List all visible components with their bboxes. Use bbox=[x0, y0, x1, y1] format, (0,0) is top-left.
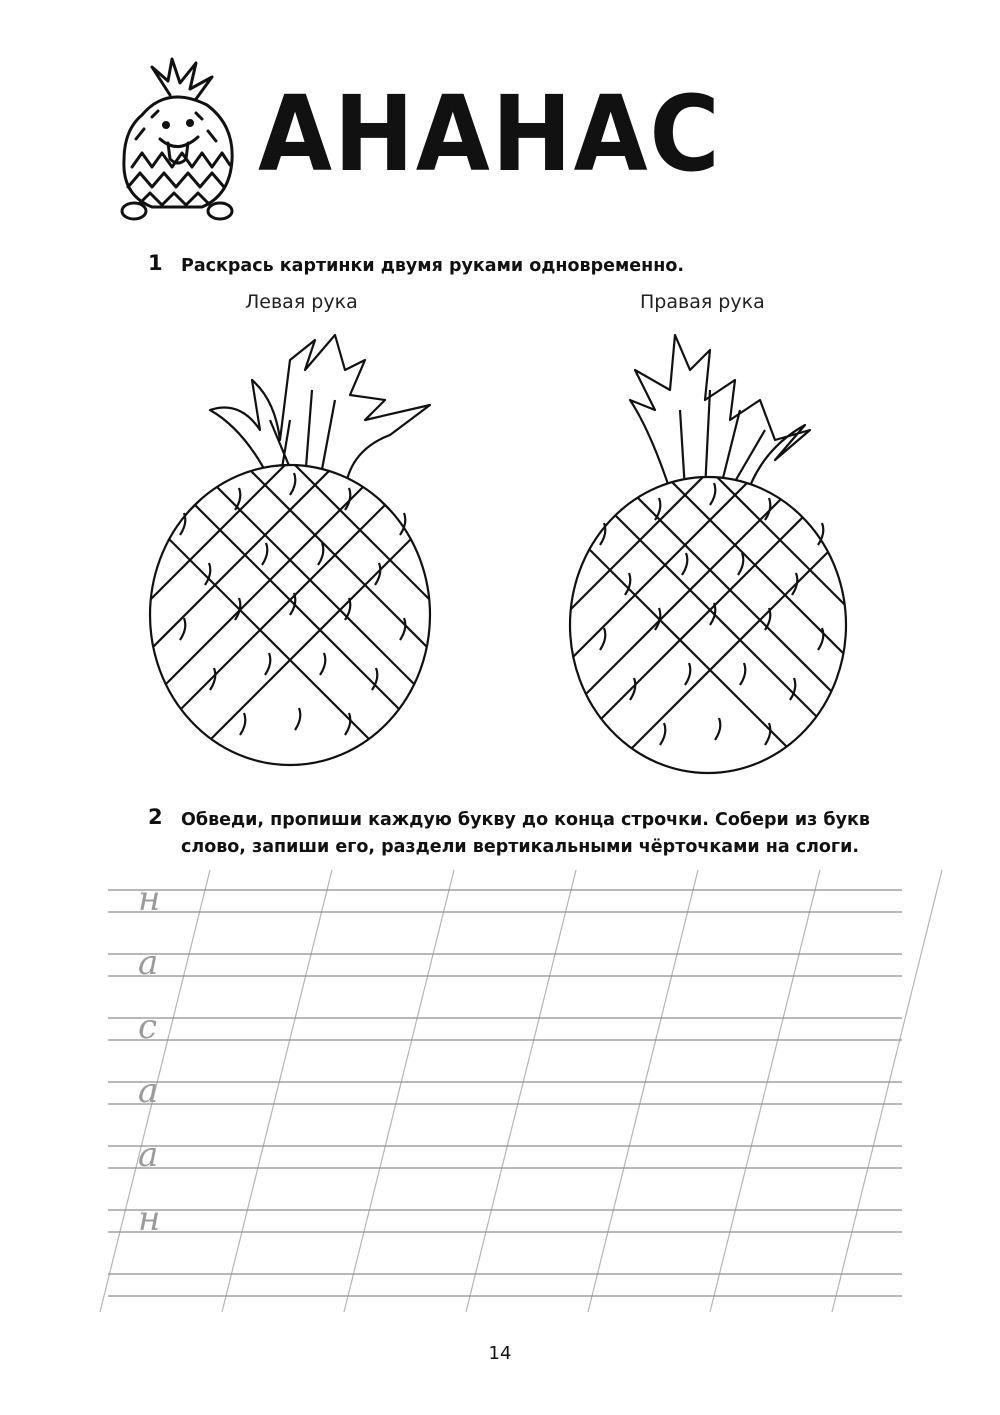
task-2-text bbox=[181, 807, 901, 861]
left-pineapple-coloring[interactable] bbox=[140, 330, 440, 770]
trace-letter[interactable]: а bbox=[138, 1135, 159, 1175]
trace-letter[interactable]: а bbox=[138, 943, 159, 983]
slant-guide-line bbox=[466, 870, 576, 1312]
task-2-line-2: слово, запиши его, раздели вертикальными чёрточками на слоги. bbox=[181, 837, 859, 857]
slant-guide-line bbox=[344, 870, 454, 1312]
slant-guide-line bbox=[588, 870, 698, 1312]
task-2-line-1: Обведи, пропиши каждую букву до конца строчки. Собери из букв bbox=[181, 810, 870, 830]
handwriting-practice-grid[interactable] bbox=[0, 860, 1000, 1320]
left-hand-label: Левая рука bbox=[245, 291, 358, 313]
slant-guide-line bbox=[222, 870, 332, 1312]
right-hand-label: Правая рука bbox=[640, 291, 765, 313]
trace-letter[interactable]: с bbox=[138, 1007, 158, 1047]
slant-guide-line bbox=[832, 870, 942, 1312]
trace-letter[interactable]: н bbox=[138, 1199, 161, 1239]
task-1 bbox=[148, 251, 908, 281]
task-2-number: 2 bbox=[148, 805, 163, 829]
task-2 bbox=[148, 805, 908, 865]
pineapple-mascot-icon bbox=[112, 55, 242, 225]
task-1-number: 1 bbox=[148, 251, 163, 275]
trace-letter[interactable]: н bbox=[138, 879, 161, 919]
slant-guide-line bbox=[710, 870, 820, 1312]
page-number: 14 bbox=[488, 1343, 512, 1364]
task-1-text: Раскрась картинки двумя руками одновременно. bbox=[181, 256, 684, 276]
page-title: АНАНАС bbox=[258, 73, 722, 195]
right-pineapple-coloring[interactable] bbox=[560, 330, 860, 780]
trace-letter[interactable]: а bbox=[138, 1071, 159, 1111]
